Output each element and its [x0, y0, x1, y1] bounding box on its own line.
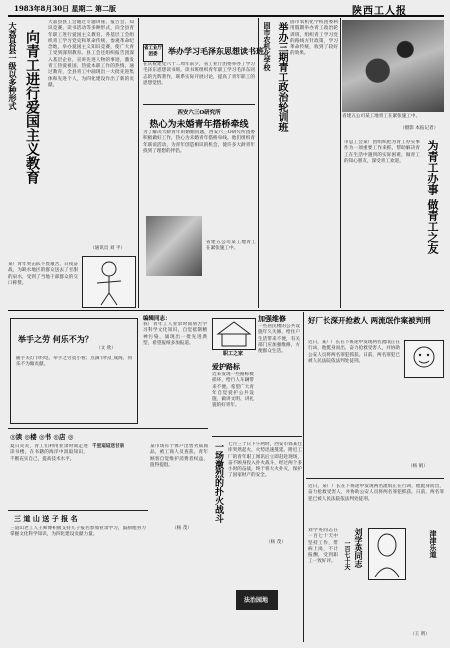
- cartoon-illustration: [82, 256, 136, 308]
- poem-body: 随手关灯节约电，举手之劳莫小看；点滴节约汇成海，何乐不为做贡献。: [16, 356, 132, 368]
- section-rule: [8, 310, 444, 311]
- left-author: （通讯员 刘 平）: [90, 246, 126, 251]
- bottom-left2-body: 三道山老工人王师傅积极支持儿子报名参加业余学习，鼓励他努力掌握文化科学知识，为四化建设贡献力量。: [10, 526, 146, 538]
- col3-body: 固市农机化学校团委利用假期举办青工政治轮训班，组织青工学习党的路线方针政策，学习革命传统，收到了较好的效果。: [290, 20, 338, 57]
- mid-photo-caption: 省建五公司某工地青工在紧张施工中。: [206, 240, 256, 252]
- col-rule-2: [258, 18, 259, 308]
- cartoon-figure-icon: [83, 257, 135, 307]
- col-rule-1: [138, 18, 139, 308]
- poem-author: （文 欣）: [96, 346, 116, 351]
- mid-sub-kicker: 西安六三O研究所: [177, 110, 221, 116]
- right-mid-title: 好厂长深开抢救人 两流氓作案被判刑: [308, 316, 431, 325]
- yuan-sub: 一百七十天: [343, 540, 350, 570]
- masthead-date: 1983年8月30日 星期二 第二版: [14, 4, 116, 13]
- top-right-photo: [342, 20, 444, 112]
- face-icon: [405, 341, 443, 377]
- col3-vertical-subtitle: 举办三期青工政治轮训班: [276, 22, 287, 132]
- mid-top-body: 在庆祝建党六十二周年前夕，省工业厅团委举办了学习毛泽东思想读书班。读书班组织青年职工学习毛泽东同志的光辉著作，联系实际开展讨论，提高了青年职工的思想觉悟。: [143, 62, 255, 86]
- mid-photo: [146, 216, 202, 276]
- left-body: 大荔县县工会通过专题讲座、报告会、知识竞赛、读书活动等多种形式，向全县青年职工进行爱国主义教育。各基层工会组织青工学习党史和革命传统，参观革命纪念地，举办爱国主义知识竞赛，使广大青工受到深刻教育。县工会还组织报告团深入基层企业，宣讲先进人物的事迹，激发青工热爱祖国、热爱本职工作的热情。通过教育，全县青工中涌现出一大批先进集体和先进个人，为四化建设作出了新的贡献。: [48, 20, 134, 88]
- masthead-rule: [8, 15, 444, 17]
- photo-caption: 省建五公司某工地青工在紧张施工中。: [342, 114, 421, 119]
- bottom-right-author: （王 明）: [410, 632, 430, 637]
- mid-top-title: 举办学习毛泽东思想读书班: [168, 46, 264, 56]
- mid-letter-body: 某市场有个体户出售劣质商品，被工商人员查获，青年顾客自觉维护消费者权益，值得提倡。: [150, 444, 208, 468]
- gossip2-title: 加强维修: [258, 314, 286, 323]
- bottom-left-tags: ◎读 ◎楼 ◎书 ◎店 ◎: [10, 433, 74, 441]
- bottom-left-body: 夏日炎炎，青工们利用业余时间走进读书楼，在书籍的海洋中汲取知识，不断充实自己，提高技术水平。: [10, 444, 88, 462]
- bottom-right-rule: [306, 478, 444, 479]
- mid-rule-2: [212, 436, 302, 437]
- photo-credit: （摄影 本报记者）: [400, 126, 439, 131]
- bottom-mid-body: 七月三十日下午两时，西安市郊某仓库突然起火，火势迅速蔓延。附近工厂的青年职工闻讯后立即赶赴现场，奋不顾身投入扑火战斗，经过两个多小时的奋战，终于将大火扑灭，保护了国家财产的安全。: [228, 442, 302, 479]
- left-main-title: 向青工进行爱国主义教育: [24, 30, 40, 184]
- mid-rule-1: [143, 104, 255, 105]
- worker-box-title: 职工之家: [222, 351, 243, 357]
- bottom-left-rule-2: [8, 510, 148, 511]
- bottom-vertical-title: 一场激烈的扑火战斗: [213, 442, 223, 523]
- right-mid-author: （杨 娟）: [408, 464, 428, 469]
- portrait-sketch: [368, 528, 406, 580]
- bottom-mid2-author: （杨 茂）: [172, 526, 192, 531]
- gossip-title: 爱护路标: [212, 362, 240, 371]
- gossip2-body: 一些居民楼的公共设施年久失修，给住户生活带来不便，有关部门应加强维修，方便群众生活。: [258, 324, 300, 355]
- bottom-mid-author: （杨 茂）: [266, 540, 286, 545]
- poem-title: 举手之劳 何乐不为？: [18, 334, 93, 344]
- col3-vertical-title: 固市农机化学校: [263, 22, 272, 71]
- mid-sub-title: 热心为未婚青年搭桥牵线: [149, 120, 249, 130]
- right-bottom-body: 近日，某厂厂长在下班途中发现两名流氓正在行凶，他挺身而出，奋力抢救受害人，并协助公安人员将两名罪犯抓获。日前，两名罪犯已被人民法院依法判处徒刑。: [308, 484, 444, 502]
- yuan-title: 刘学英同志: [354, 528, 364, 568]
- col-rule-3: [340, 18, 341, 308]
- mid-top-kicker: 省工业厅团委: [144, 46, 162, 57]
- letter-body: 我厂青年工人业余时间刻苦学习科学文化知识，自觉抵制精神污染，涌现出一批先进典型，希望报纸多加报道。: [143, 322, 207, 346]
- right-body: 市总工会某厂团组织把为青工办实事作为一项重要工作来抓，帮助解决青工在生活中遇到的实际困难，做青工的知心朋友，深受青工欢迎。: [344, 140, 420, 164]
- bottom-left-title: 三 道 山 送 子 报 名: [14, 514, 78, 523]
- col-rule-4: [303, 312, 304, 642]
- portrait-icon: [369, 529, 405, 579]
- mid-sub-body: 为了解决大龄青年的婚姻问题，西安六三O研究所团委积极做好工作，热心为未婚青年搭桥牵线。他们组织青年联谊活动，为青年创造相识的机会，使许多大龄青年找到了理想的伴侣。: [143, 130, 255, 154]
- house-icon: [213, 319, 255, 349]
- tea-title: 千里迢迢送甘泉: [92, 444, 125, 449]
- masthead-name: 陕西工人报: [352, 6, 407, 17]
- bottom-left-rule: [8, 428, 208, 429]
- yuan-label: 法治园地: [243, 597, 268, 604]
- right-mid-cartoon: [404, 340, 444, 378]
- left-vertical-title: 大荔县县一级以多种形式: [8, 22, 18, 110]
- tea-body: 某厂青年突击队不畏艰苦，日夜奋战，为缺水地区的群众送去了甘甜的泉水，受到了当地干部群众的交口称赞。: [8, 262, 78, 286]
- right-vertical-title: 为青工办事 做青工之友: [426, 140, 439, 254]
- worker-box: [212, 318, 256, 350]
- gossip-body: 近来发现一些路标被损坏，给行人车辆带来不便。希望广大青年自觉爱护公共设施，做讲文明、讲礼貌的好青年。: [212, 372, 254, 409]
- right-mid-body: 近日，某厂厂长在下班途中发现两名流氓正在行凶，他挺身而出，奋力抢救受害人，并协助公安人员将两名罪犯抓获。日前，两名罪犯已被人民法院依法判处徒刑。: [308, 340, 400, 364]
- letter-kicker: 编辑同志：: [143, 316, 171, 322]
- bottom-right-title: 津津乐道: [429, 530, 438, 558]
- yuan-body: 刘学英同志在一百七十天中坚持工作，带病上岗，不计报酬，受到职工一致好评。: [308, 528, 338, 565]
